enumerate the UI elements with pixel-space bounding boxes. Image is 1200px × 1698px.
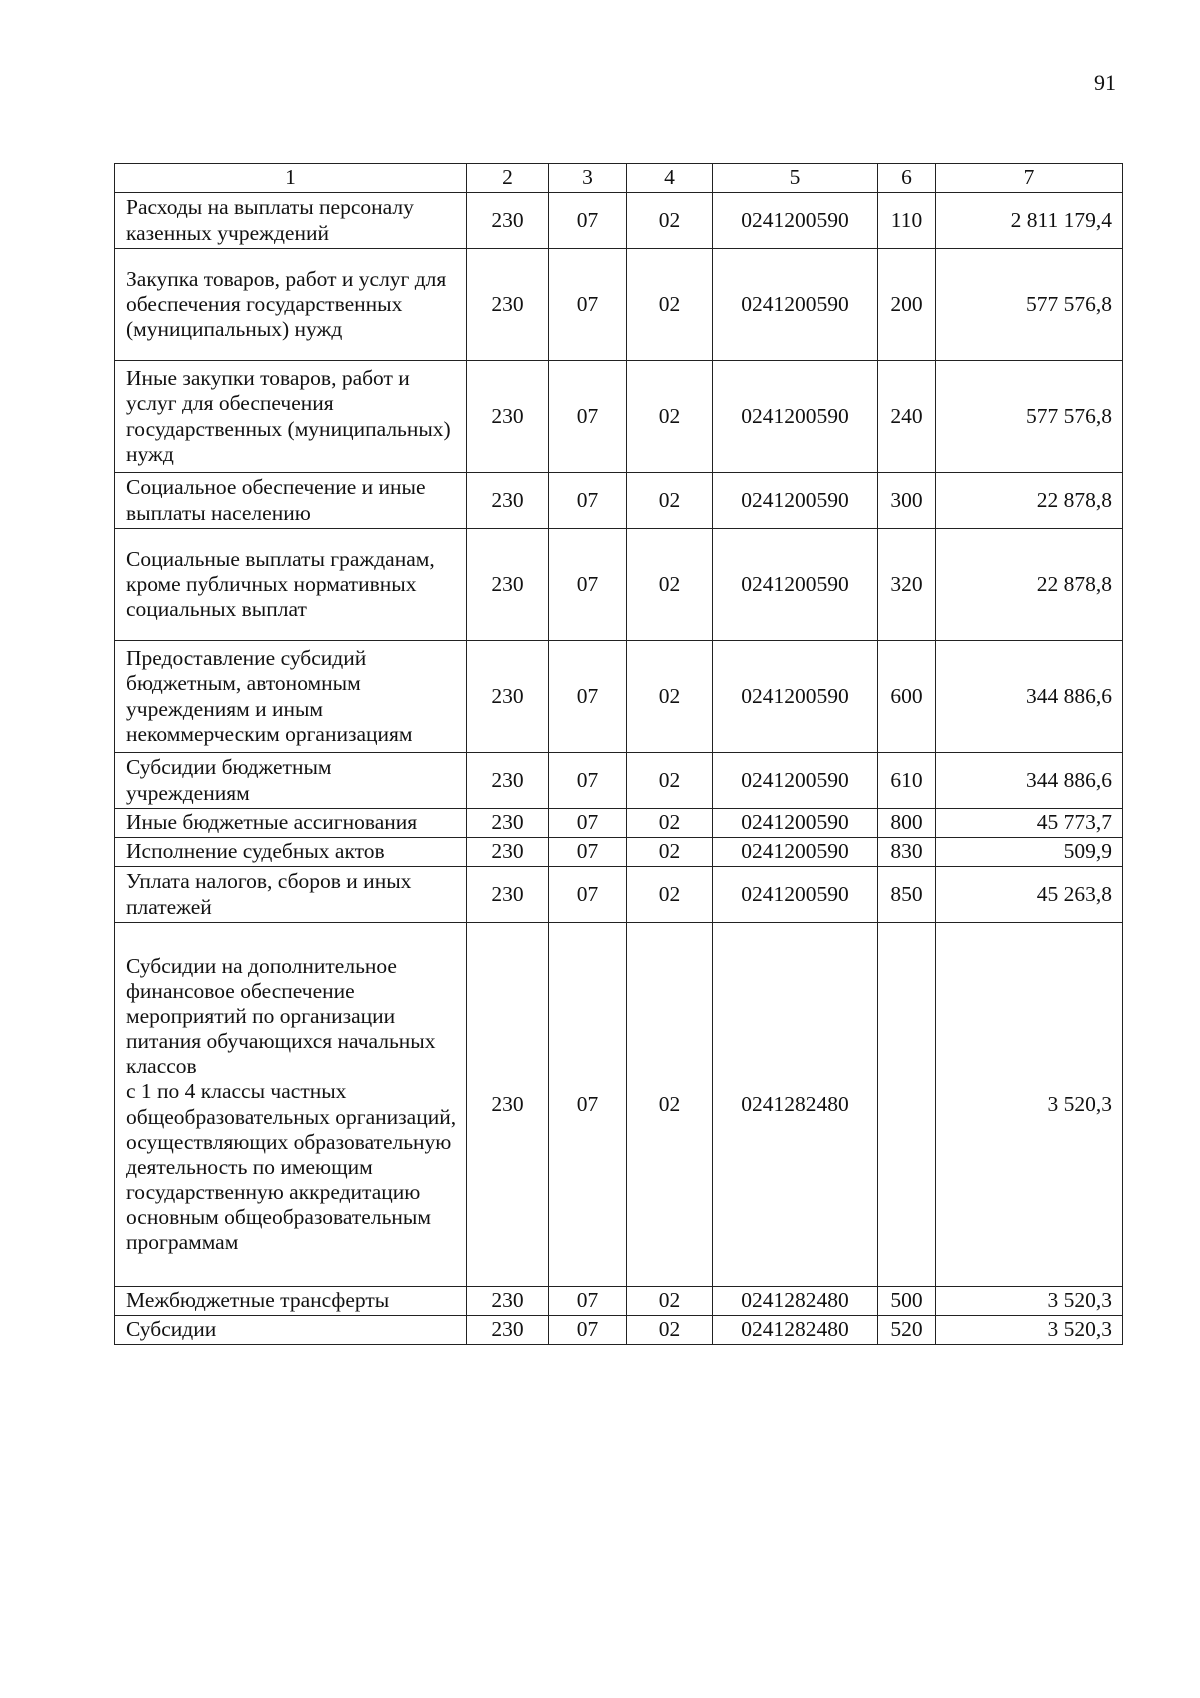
table-row xyxy=(115,809,1123,838)
col-5-cell: 0241200590 xyxy=(713,473,878,529)
item-name: Межбюджетные трансферты xyxy=(115,1287,467,1316)
col-2-cell: 230 xyxy=(467,249,549,361)
col-5-cell: 0241200590 xyxy=(713,838,878,867)
col-2-cell: 230 xyxy=(467,809,549,838)
col-4-cell: 02 xyxy=(627,361,713,473)
item-name: Субсидии xyxy=(115,1316,467,1345)
col-2-cell: 230 xyxy=(467,923,549,1287)
col-4-cell: 02 xyxy=(627,923,713,1287)
table-row xyxy=(115,1316,1123,1345)
col-6-cell: 300 xyxy=(878,473,936,529)
header-row xyxy=(115,164,1123,193)
col-5-cell: 0241200590 xyxy=(713,529,878,641)
col-3-cell: 07 xyxy=(549,753,627,809)
col-4-cell: 02 xyxy=(627,641,713,753)
col-2-cell: 230 xyxy=(467,1316,549,1345)
col-6-cell: 240 xyxy=(878,361,936,473)
amount-cell: 577 576,8 xyxy=(936,361,1123,473)
header-cell: 5 xyxy=(713,164,878,193)
amount-cell: 509,9 xyxy=(936,838,1123,867)
col-3-cell: 07 xyxy=(549,361,627,473)
table-row xyxy=(115,361,1123,473)
table-row xyxy=(115,249,1123,361)
item-name: Предоставление субсидий бюджетным, автономным учреждениям и иным некоммерческим организациям xyxy=(115,641,467,753)
amount-cell: 22 878,8 xyxy=(936,473,1123,529)
item-name: Расходы на выплаты персоналу казенных учреждений xyxy=(115,193,467,249)
col-5-cell: 0241282480 xyxy=(713,1287,878,1316)
col-5-cell: 0241200590 xyxy=(713,867,878,923)
col-3-cell: 07 xyxy=(549,641,627,753)
col-3-cell: 07 xyxy=(549,838,627,867)
col-4-cell: 02 xyxy=(627,193,713,249)
col-5-cell: 0241200590 xyxy=(713,809,878,838)
col-4-cell: 02 xyxy=(627,249,713,361)
col-6-cell: 850 xyxy=(878,867,936,923)
col-2-cell: 230 xyxy=(467,838,549,867)
col-3-cell: 07 xyxy=(549,867,627,923)
col-6-cell xyxy=(878,923,936,1287)
item-name: Исполнение судебных актов xyxy=(115,838,467,867)
amount-cell: 45 263,8 xyxy=(936,867,1123,923)
col-2-cell: 230 xyxy=(467,193,549,249)
header-cell: 4 xyxy=(627,164,713,193)
col-2-cell: 230 xyxy=(467,529,549,641)
item-name: Социальные выплаты гражданам, кроме публичных нормативных социальных выплат xyxy=(115,529,467,641)
amount-cell: 45 773,7 xyxy=(936,809,1123,838)
amount-cell: 3 520,3 xyxy=(936,1287,1123,1316)
col-5-cell: 0241200590 xyxy=(713,753,878,809)
amount-cell: 3 520,3 xyxy=(936,1316,1123,1345)
col-4-cell: 02 xyxy=(627,838,713,867)
table-row xyxy=(115,1287,1123,1316)
col-3-cell: 07 xyxy=(549,923,627,1287)
col-5-cell: 0241200590 xyxy=(713,641,878,753)
amount-cell: 3 520,3 xyxy=(936,923,1123,1287)
table-row xyxy=(115,838,1123,867)
col-6-cell: 800 xyxy=(878,809,936,838)
table-row xyxy=(115,529,1123,641)
col-6-cell: 830 xyxy=(878,838,936,867)
col-3-cell: 07 xyxy=(549,193,627,249)
col-2-cell: 230 xyxy=(467,867,549,923)
col-4-cell: 02 xyxy=(627,1316,713,1345)
header-cell: 6 xyxy=(878,164,936,193)
table-row xyxy=(115,641,1123,753)
col-6-cell: 110 xyxy=(878,193,936,249)
item-name: Закупка товаров, работ и услуг для обеспечения государственных (муниципальных) нужд xyxy=(115,249,467,361)
item-name: Субсидии на дополнительное финансовое обеспечение мероприятий по организации питания обучающихся начальных классов с 1 по 4 классы частных общеобразовательных организаций, осуществляющих образовательную деятельность по имеющим государственную аккредитацию основным общеобразовательным программам xyxy=(115,923,467,1287)
col-4-cell: 02 xyxy=(627,867,713,923)
col-2-cell: 230 xyxy=(467,1287,549,1316)
table-row xyxy=(115,867,1123,923)
col-3-cell: 07 xyxy=(549,529,627,641)
amount-cell: 22 878,8 xyxy=(936,529,1123,641)
table-row xyxy=(115,923,1123,1287)
col-3-cell: 07 xyxy=(549,1287,627,1316)
amount-cell: 2 811 179,4 xyxy=(936,193,1123,249)
col-6-cell: 610 xyxy=(878,753,936,809)
col-5-cell: 0241200590 xyxy=(713,361,878,473)
col-2-cell: 230 xyxy=(467,641,549,753)
budget-table xyxy=(114,163,1123,1345)
item-name: Уплата налогов, сборов и иных платежей xyxy=(115,867,467,923)
item-name: Социальное обеспечение и иные выплаты населению xyxy=(115,473,467,529)
col-4-cell: 02 xyxy=(627,473,713,529)
table-row xyxy=(115,193,1123,249)
header-cell: 2 xyxy=(467,164,549,193)
item-name: Субсидии бюджетным учреждениям xyxy=(115,753,467,809)
col-3-cell: 07 xyxy=(549,249,627,361)
header-cell: 7 xyxy=(936,164,1123,193)
col-2-cell: 230 xyxy=(467,473,549,529)
col-4-cell: 02 xyxy=(627,809,713,838)
amount-cell: 344 886,6 xyxy=(936,753,1123,809)
col-6-cell: 500 xyxy=(878,1287,936,1316)
col-6-cell: 320 xyxy=(878,529,936,641)
table-row xyxy=(115,473,1123,529)
header-cell: 3 xyxy=(549,164,627,193)
col-4-cell: 02 xyxy=(627,753,713,809)
col-4-cell: 02 xyxy=(627,529,713,641)
col-5-cell: 0241200590 xyxy=(713,249,878,361)
col-2-cell: 230 xyxy=(467,753,549,809)
col-5-cell: 0241282480 xyxy=(713,923,878,1287)
amount-cell: 344 886,6 xyxy=(936,641,1123,753)
col-4-cell: 02 xyxy=(627,1287,713,1316)
page-number: 91 xyxy=(1094,70,1116,95)
table-row xyxy=(115,753,1123,809)
col-6-cell: 520 xyxy=(878,1316,936,1345)
col-3-cell: 07 xyxy=(549,809,627,838)
col-3-cell: 07 xyxy=(549,1316,627,1345)
header-cell: 1 xyxy=(115,164,467,193)
col-3-cell: 07 xyxy=(549,473,627,529)
col-5-cell: 0241200590 xyxy=(713,193,878,249)
item-name: Иные закупки товаров, работ и услуг для обеспечения государственных (муниципальных) нужд xyxy=(115,361,467,473)
col-6-cell: 600 xyxy=(878,641,936,753)
col-2-cell: 230 xyxy=(467,361,549,473)
item-name: Иные бюджетные ассигнования xyxy=(115,809,467,838)
col-6-cell: 200 xyxy=(878,249,936,361)
col-5-cell: 0241282480 xyxy=(713,1316,878,1345)
amount-cell: 577 576,8 xyxy=(936,249,1123,361)
